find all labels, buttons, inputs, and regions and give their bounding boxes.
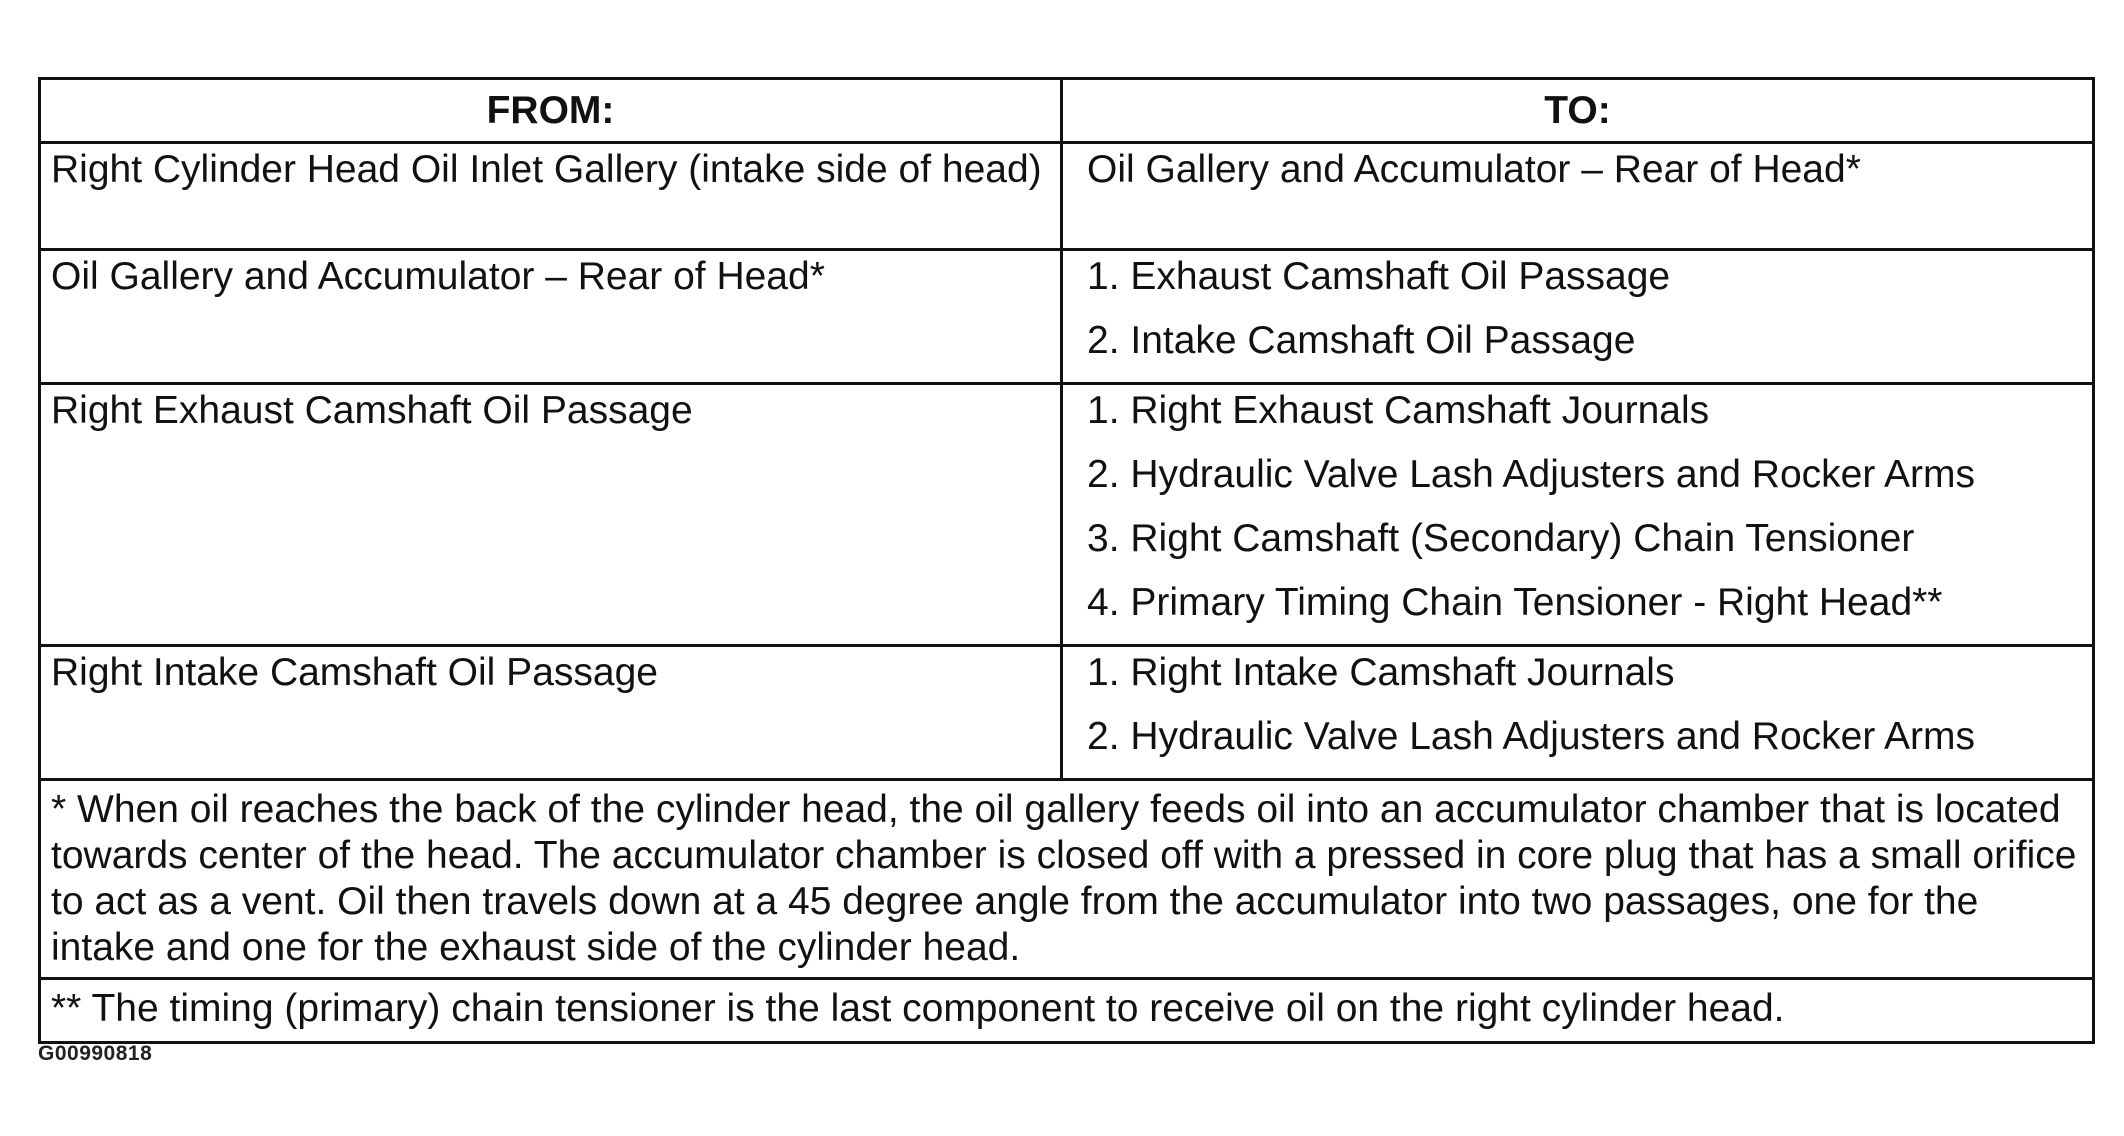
footnote-row: [40, 979, 2094, 1043]
to-item: 1. Right Exhaust Camshaft Journals: [1087, 389, 1710, 432]
to-column-header: TO:: [1062, 79, 2094, 143]
to-item: Oil Gallery and Accumulator – Rear of Head*: [1087, 148, 1861, 191]
table-row: [40, 143, 2094, 250]
footnote-row: [40, 780, 2094, 979]
from-cell: Right Intake Camshaft Oil Passage: [40, 646, 1062, 780]
table-row: [40, 250, 2094, 384]
to-item: 1. Right Intake Camshaft Journals: [1087, 651, 1675, 694]
from-column-header: FROM:: [40, 79, 1062, 143]
to-item: 4. Primary Timing Chain Tensioner - Right Head**: [1087, 581, 1943, 624]
to-item: 2. Hydraulic Valve Lash Adjusters and Rocker Arms: [1087, 453, 1976, 496]
accumulator-footnote: * When oil reaches the back of the cylinder head, the oil gallery feeds oil into an accumulator chamber that is located towards center of the head. The accumulator chamber is closed off with a pressed in core plug that has a small orifice to act as a vent. Oil then travels down at a 45 degree angle from the accumulator into two passages, one for the intake and one for the exhaust side of the cylinder head.: [40, 780, 2094, 979]
figure-id-label: G00990818: [38, 1042, 153, 1065]
to-item: 1. Exhaust Camshaft Oil Passage: [1087, 255, 1671, 298]
from-cell: Oil Gallery and Accumulator – Rear of Head*: [40, 250, 1062, 384]
tensioner-footnote: ** The timing (primary) chain tensioner is the last component to receive oil on the right cylinder head.: [40, 979, 2094, 1043]
to-cell: [1062, 250, 2094, 384]
table-row: [40, 384, 2094, 646]
from-cell: Right Exhaust Camshaft Oil Passage: [40, 384, 1062, 646]
from-cell: Right Cylinder Head Oil Inlet Gallery (intake side of head): [40, 143, 1062, 250]
to-item: 2. Intake Camshaft Oil Passage: [1087, 319, 1636, 362]
to-cell: [1062, 143, 2094, 250]
to-item: 2. Hydraulic Valve Lash Adjusters and Rocker Arms: [1087, 715, 1976, 758]
table-row: [40, 646, 2094, 780]
to-item: 3. Right Camshaft (Secondary) Chain Tensioner: [1087, 517, 1915, 560]
oil-flow-table: [38, 77, 2095, 1044]
to-cell: [1062, 646, 2094, 780]
table-header-row: [40, 79, 2094, 143]
to-cell: [1062, 384, 2094, 646]
